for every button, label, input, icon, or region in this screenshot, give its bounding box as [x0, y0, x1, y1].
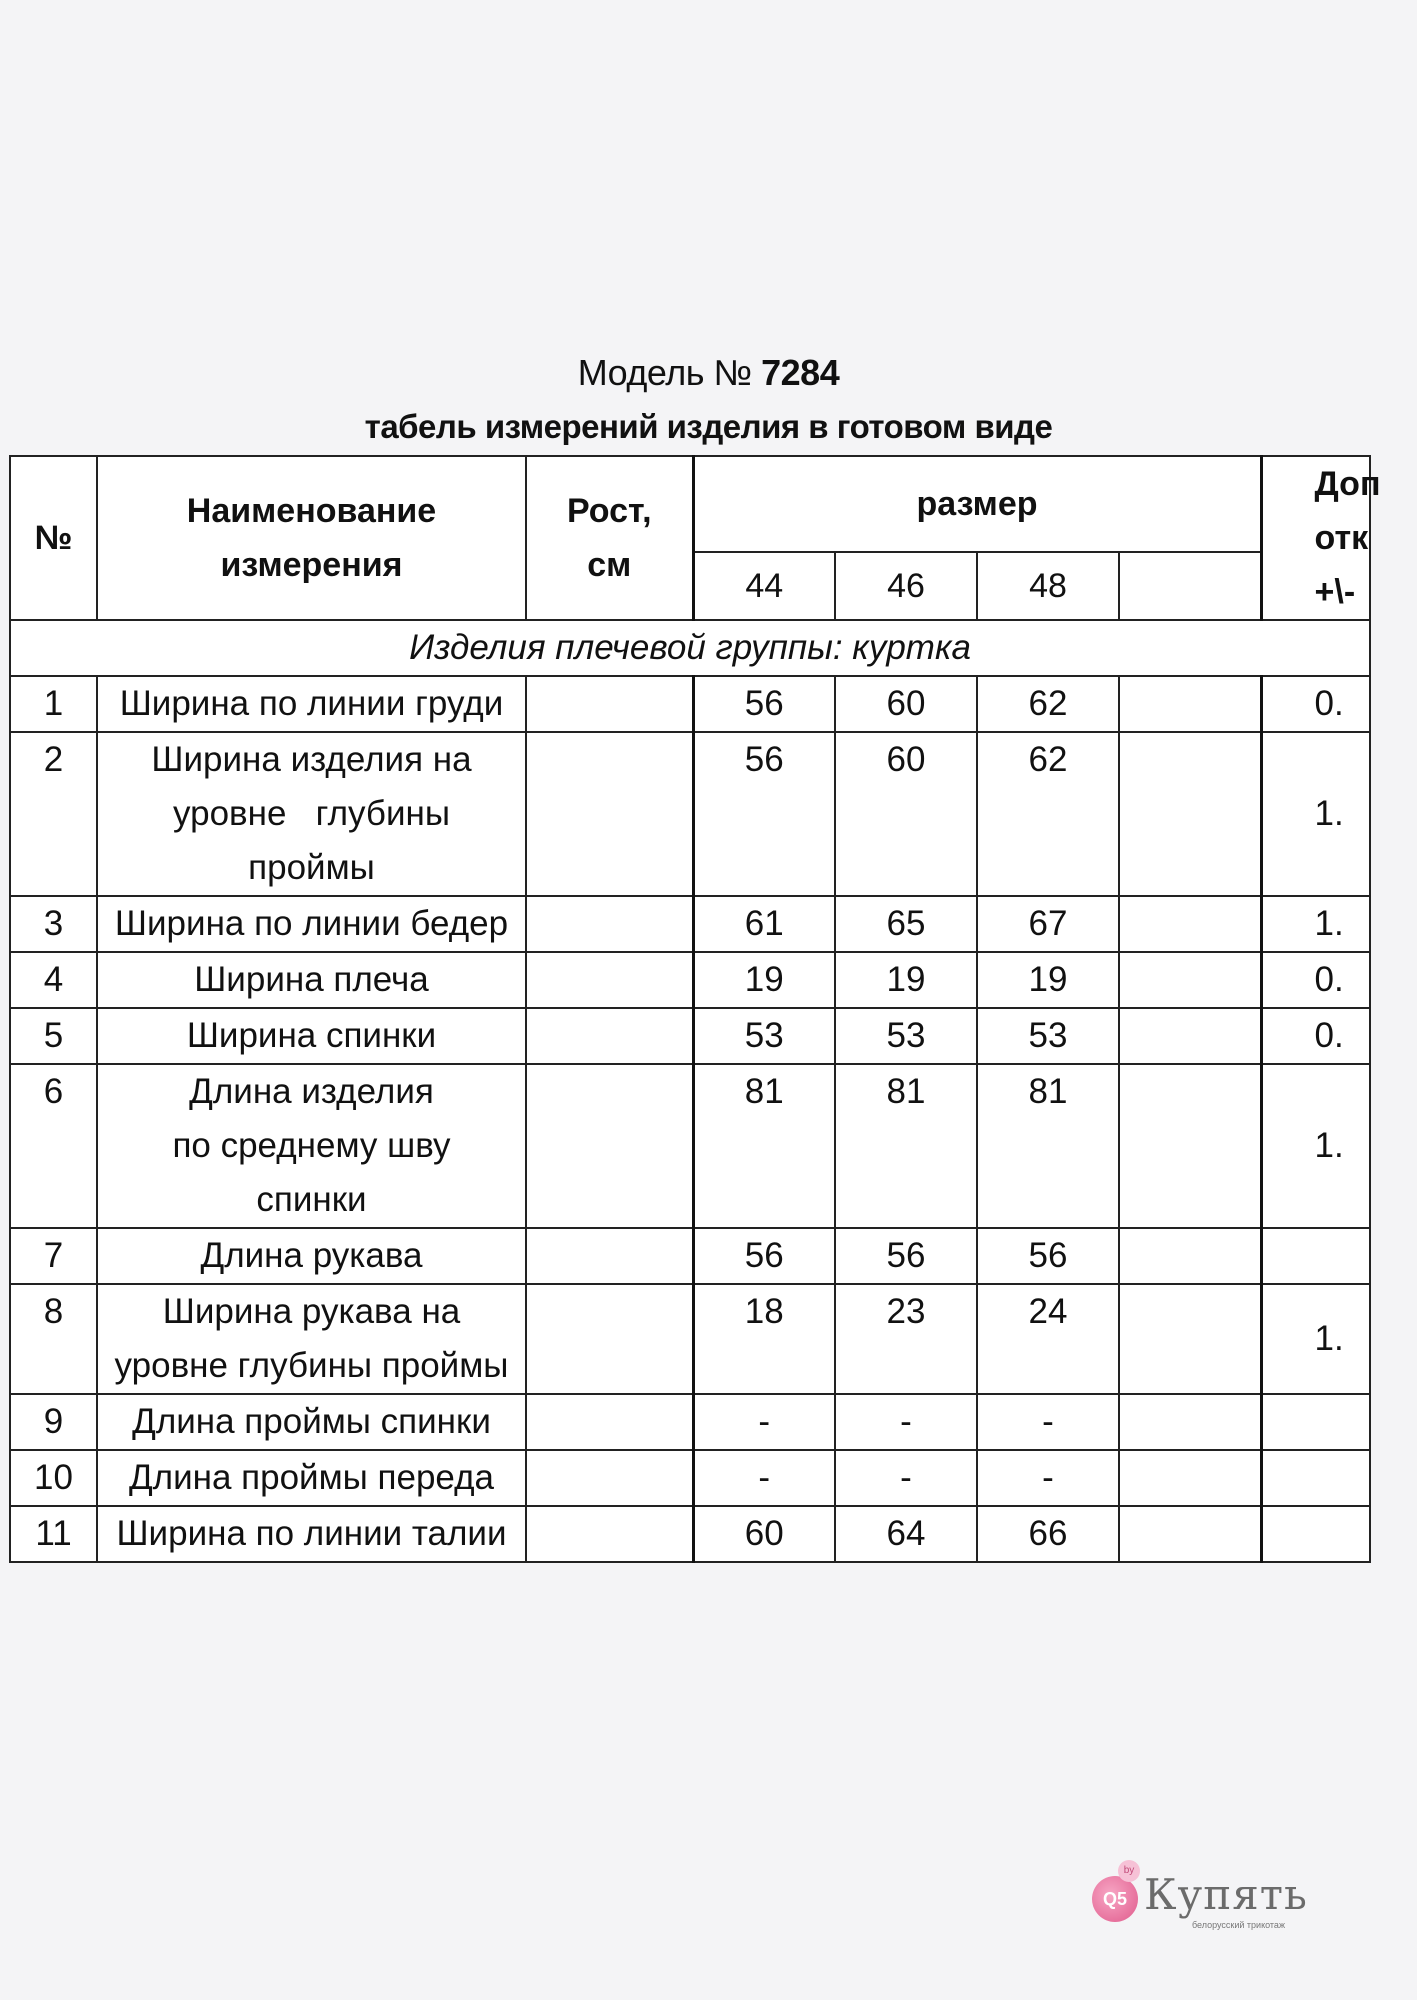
row-value: 60 [835, 676, 977, 732]
row-value: 23 [835, 1284, 977, 1394]
row-value: 56 [835, 1228, 977, 1284]
row-number: 1 [10, 676, 97, 732]
table-row [10, 896, 1370, 952]
row-value [1119, 1064, 1261, 1228]
row-height [526, 1228, 693, 1284]
row-tolerance: 1. [1261, 1284, 1370, 1394]
row-name-text: Ширина рукава на уровне глубины проймы [114, 1292, 509, 1385]
row-number: 3 [10, 896, 97, 952]
row-number: 6 [10, 1064, 97, 1228]
row-name: Ширина по линии груди [97, 676, 526, 732]
row-name [97, 1284, 526, 1394]
row-number: 11 [10, 1506, 97, 1562]
header-height-line1: Рост, [566, 492, 652, 530]
row-number: 9 [10, 1394, 97, 1450]
row-value: 56 [977, 1228, 1119, 1284]
header-size-44: 44 [693, 552, 835, 620]
row-height [526, 1394, 693, 1450]
row-value: 67 [977, 896, 1119, 952]
row-height [526, 952, 693, 1008]
header-size-empty [1119, 552, 1261, 620]
header-number: № [10, 456, 97, 620]
row-name [97, 732, 526, 896]
row-name: Ширина по линии бедер [97, 896, 526, 952]
model-prefix: Модель № [577, 352, 752, 393]
row-value: 19 [693, 952, 835, 1008]
row-value: 64 [835, 1506, 977, 1562]
row-value: 24 [977, 1284, 1119, 1394]
model-number: 7284 [761, 352, 840, 393]
row-name: Длина рукава [97, 1228, 526, 1284]
row-tolerance: 1. [1261, 732, 1370, 896]
row-name: Длина проймы спинки [97, 1394, 526, 1450]
logo-badge: Q5 [1092, 1876, 1138, 1922]
row-value: 62 [977, 676, 1119, 732]
row-value: 53 [835, 1008, 977, 1064]
row-tolerance [1261, 1506, 1370, 1562]
row-value: - [835, 1394, 977, 1450]
row-height [526, 1064, 693, 1228]
header-height-line2: см [587, 546, 632, 584]
row-value [1119, 676, 1261, 732]
row-value: 53 [977, 1008, 1119, 1064]
header-name-line2: измерения [220, 546, 403, 584]
row-value: 18 [693, 1284, 835, 1394]
row-height [526, 732, 693, 896]
row-value: - [977, 1450, 1119, 1506]
row-height [526, 896, 693, 952]
row-tolerance [1261, 1394, 1370, 1450]
row-tolerance: 1. [1261, 896, 1370, 952]
table-row [10, 1008, 1370, 1064]
row-tolerance [1261, 1450, 1370, 1506]
logo-tagline: белорусский трикотаж [1192, 1920, 1285, 1930]
row-value: 81 [977, 1064, 1119, 1228]
row-value: 60 [835, 732, 977, 896]
row-value: 81 [835, 1064, 977, 1228]
logo-text: Купять [1144, 1870, 1308, 1919]
header-size-46: 46 [835, 552, 977, 620]
table-row [10, 1506, 1370, 1562]
row-tolerance [1261, 1228, 1370, 1284]
row-height [526, 1506, 693, 1562]
row-value: - [835, 1450, 977, 1506]
row-height [526, 1284, 693, 1394]
row-value [1119, 896, 1261, 952]
header-name-line1: Наименование [186, 492, 437, 530]
row-height [526, 1008, 693, 1064]
row-tolerance: 0. [1261, 952, 1370, 1008]
row-value [1119, 1506, 1261, 1562]
table-row [10, 732, 1370, 896]
header-tolerance-line3: +\- [1314, 573, 1356, 611]
header-tolerance [1261, 456, 1381, 620]
table-row [10, 676, 1370, 732]
header-tolerance-line2: отк [1314, 519, 1369, 557]
measurements-table [9, 455, 1381, 1563]
row-value: - [693, 1450, 835, 1506]
header-name [97, 456, 526, 620]
row-name [97, 1064, 526, 1228]
row-name: Ширина спинки [97, 1008, 526, 1064]
table-row [10, 1394, 1370, 1450]
header-height [526, 456, 693, 620]
row-value [1119, 732, 1261, 896]
section-heading: Изделия плечевой группы: куртка [10, 620, 1370, 676]
row-number: 7 [10, 1228, 97, 1284]
row-value [1119, 1228, 1261, 1284]
row-name-text: Ширина изделия на уровне глубины проймы [151, 740, 482, 887]
row-number: 2 [10, 732, 97, 896]
row-value: 66 [977, 1506, 1119, 1562]
header-size: размер [693, 456, 1261, 552]
row-value: 61 [693, 896, 835, 952]
row-number: 10 [10, 1450, 97, 1506]
model-title [0, 352, 1417, 394]
row-value: 56 [693, 732, 835, 896]
row-value: 62 [977, 732, 1119, 896]
row-value: 19 [835, 952, 977, 1008]
row-height [526, 1450, 693, 1506]
table-row [10, 1228, 1370, 1284]
table-row [10, 1284, 1370, 1394]
table-row [10, 1450, 1370, 1506]
brand-logo [1088, 1865, 1328, 1948]
row-value: 56 [693, 676, 835, 732]
table-subtitle: табель измерений изделия в готовом виде [364, 408, 1053, 445]
row-value: - [693, 1394, 835, 1450]
row-name: Ширина плеча [97, 952, 526, 1008]
row-number: 5 [10, 1008, 97, 1064]
row-value [1119, 1394, 1261, 1450]
row-tolerance: 1. [1261, 1064, 1370, 1228]
row-value: 65 [835, 896, 977, 952]
row-height [526, 676, 693, 732]
row-value: 81 [693, 1064, 835, 1228]
row-value: - [977, 1394, 1119, 1450]
row-value [1119, 1284, 1261, 1394]
row-value: 53 [693, 1008, 835, 1064]
row-name-text: Длина изделия по среднему шву спинки [172, 1072, 451, 1219]
row-value: 60 [693, 1506, 835, 1562]
header-tolerance-line1: Доп [1314, 465, 1381, 503]
row-tolerance: 0. [1261, 1008, 1370, 1064]
row-value: 19 [977, 952, 1119, 1008]
row-number: 8 [10, 1284, 97, 1394]
logo-dot: by [1118, 1860, 1140, 1882]
table-row [10, 952, 1370, 1008]
row-value: 56 [693, 1228, 835, 1284]
header-size-48: 48 [977, 552, 1119, 620]
row-value [1119, 952, 1261, 1008]
row-tolerance: 0. [1261, 676, 1370, 732]
row-name: Ширина по линии талии [97, 1506, 526, 1562]
row-number: 4 [10, 952, 97, 1008]
row-value [1119, 1008, 1261, 1064]
row-name: Длина проймы переда [97, 1450, 526, 1506]
row-value [1119, 1450, 1261, 1506]
table-row [10, 1064, 1370, 1228]
